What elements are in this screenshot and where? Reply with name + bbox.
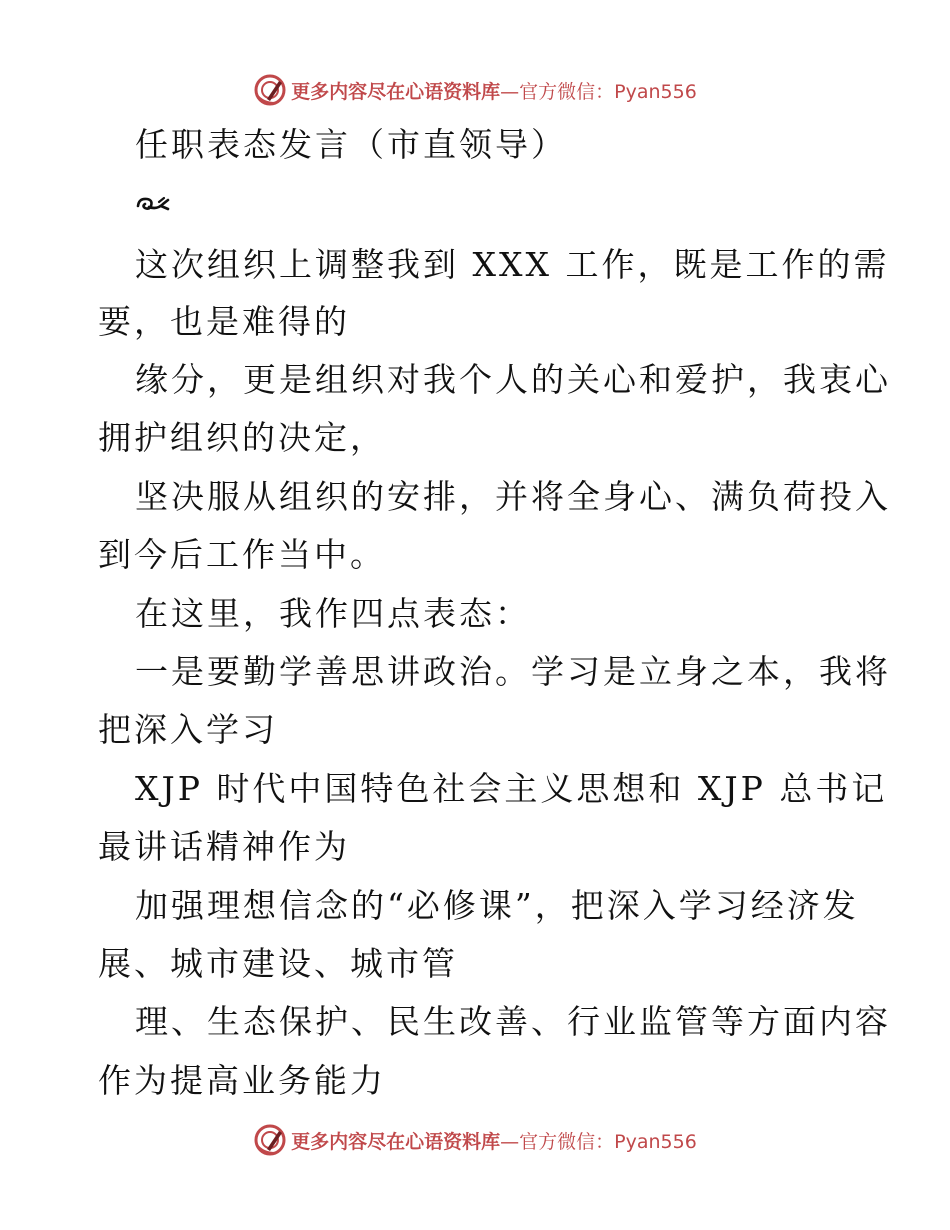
paragraph-line: 加强理想信念的“必修课”，把深入学习经济发 [135,886,859,925]
paragraph-line: 一是要勤学善思讲政治。学习是立身之本，我将 [135,652,891,691]
paragraph-line: 到今后工作当中。 [98,535,386,574]
paragraph-line: 展、城市建设、城市管 [98,944,458,983]
paragraph-line: 坚决服从组织的安排，并将全身心、满负荷投入 [135,477,891,516]
paragraph-line: 要，也是难得的 [98,302,350,341]
paragraph-line: 把深入学习 [98,710,278,749]
paragraph-line: 这次组织上调整我到 XXX 工作，既是工作的需 [135,245,890,284]
footer-banner [0,1120,950,1160]
paragraph-line: 作为提高业务能力 [98,1061,386,1100]
brand-logo-icon [253,73,287,107]
document-title: 任职表态发言（市直领导） [135,125,567,164]
paragraph-line: 拥护组织的决定， [98,418,386,457]
header-banner [0,70,950,110]
paragraph-line: 最讲话精神作为 [98,827,350,866]
banner-wechat: —官方微信：Pyan556 [500,1130,697,1153]
swirl-ornament-icon [135,192,171,216]
banner-text: 更多内容尽在心语资料库 [291,80,501,103]
paragraph-line: 理、生态保护、民生改善、行业监管等方面内容 [135,1002,891,1041]
banner-text: 更多内容尽在心语资料库 [291,1130,501,1153]
banner-wechat: —官方微信：Pyan556 [500,80,697,103]
paragraph-line: XJP 时代中国特色社会主义思想和 XJP 总书记 [135,769,888,808]
paragraph-line: 缘分，更是组织对我个人的关心和爱护，我衷心 [135,360,891,399]
brand-logo-icon [253,1123,287,1157]
paragraph-line: 在这里，我作四点表态： [135,594,531,633]
